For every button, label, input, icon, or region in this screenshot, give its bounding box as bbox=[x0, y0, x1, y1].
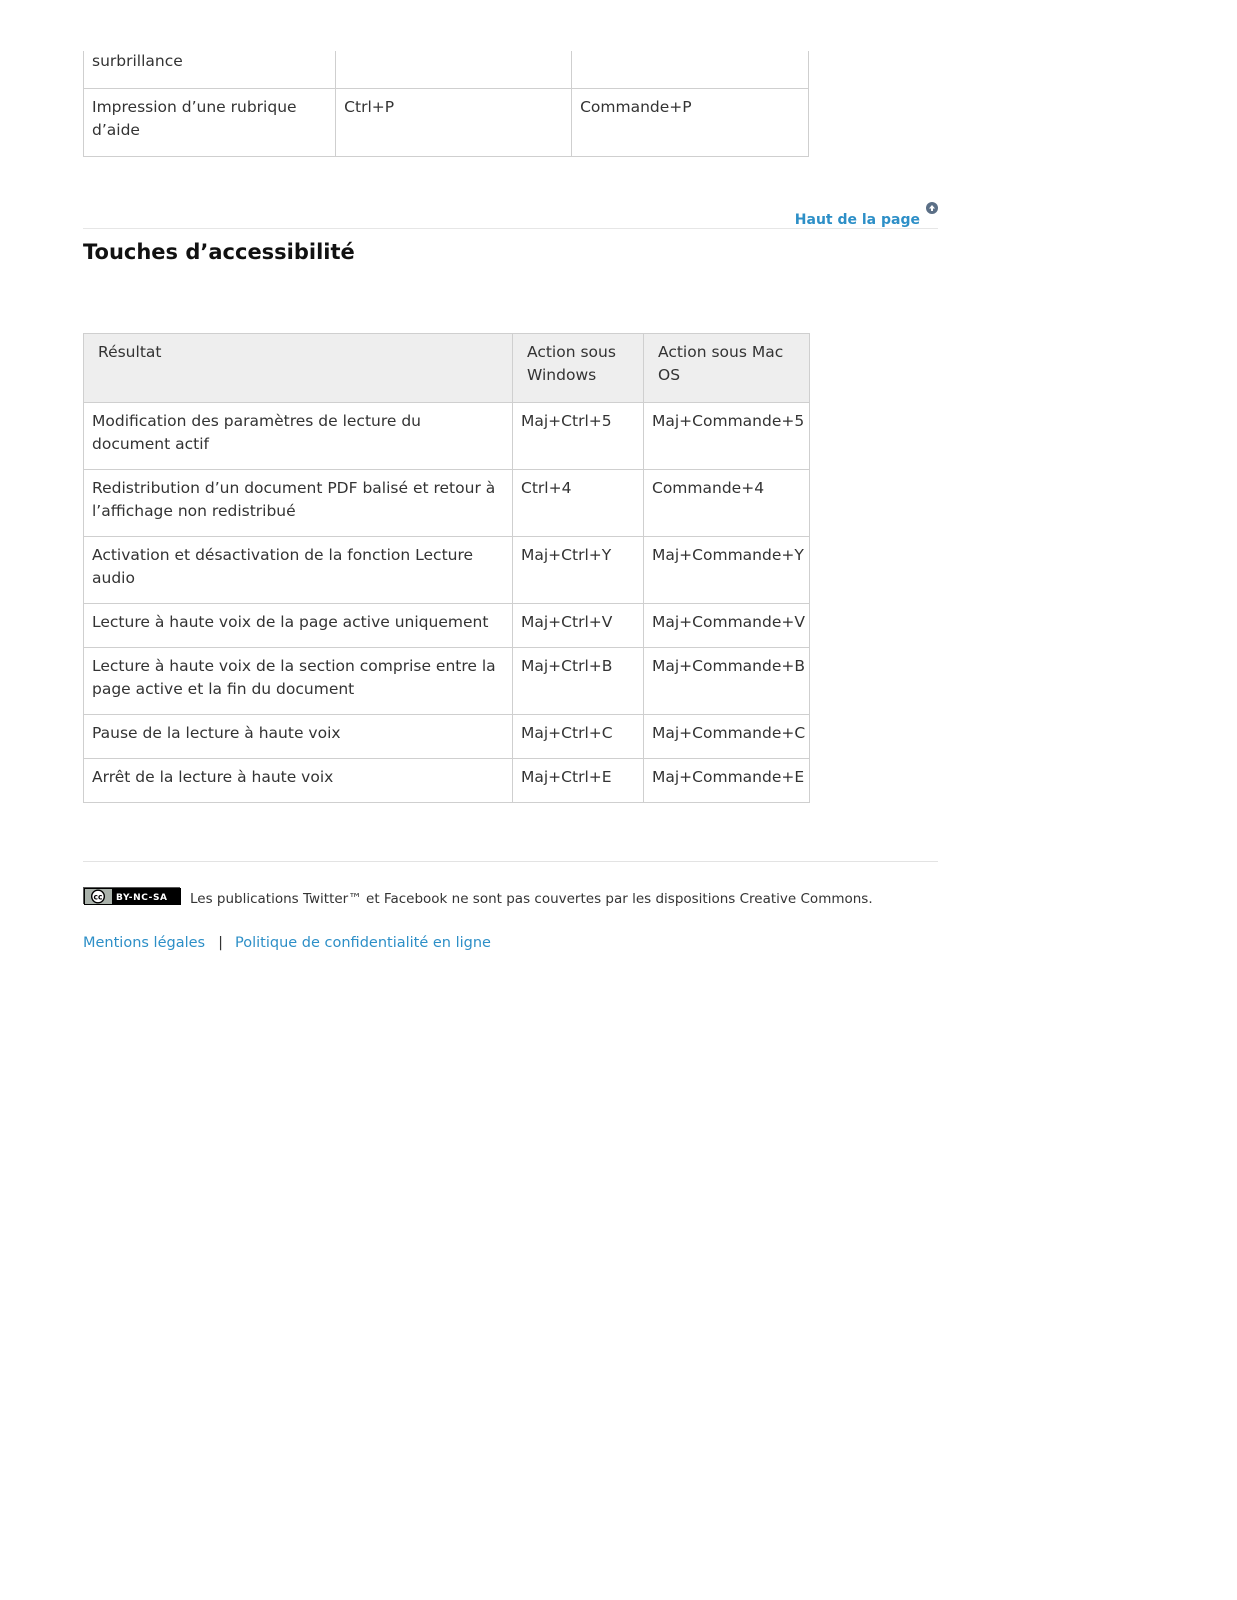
table-cell-mac: Maj+Commande+E bbox=[644, 759, 810, 803]
table-cell-result: Modification des paramètres de lecture du document actif bbox=[84, 403, 513, 470]
footer-divider bbox=[83, 861, 938, 862]
table-cell-mac bbox=[572, 51, 809, 89]
table-cell-windows: Maj+Ctrl+5 bbox=[513, 403, 644, 470]
legal-notice-link[interactable]: Mentions légales bbox=[83, 935, 206, 951]
table-cell-windows: Maj+Ctrl+V bbox=[513, 604, 644, 648]
table-row bbox=[84, 470, 810, 537]
table-row bbox=[84, 715, 810, 759]
table-cell-mac: Maj+Commande+C bbox=[644, 715, 810, 759]
shortcuts-table-continued bbox=[83, 51, 809, 157]
table-row bbox=[84, 759, 810, 803]
table-cell-result: Activation et désactivation de la fonction Lecture audio bbox=[84, 537, 513, 604]
table-cell-windows: Maj+Ctrl+E bbox=[513, 759, 644, 803]
column-header-result: Résultat bbox=[84, 334, 513, 403]
table-cell-windows: Ctrl+4 bbox=[513, 470, 644, 537]
column-header-mac: Action sous Mac OS bbox=[644, 334, 810, 403]
column-header-windows: Action sous Windows bbox=[513, 334, 644, 403]
creative-commons-notice bbox=[83, 887, 983, 909]
table-cell-windows: Maj+Ctrl+Y bbox=[513, 537, 644, 604]
table-cell-windows: Maj+Ctrl+B bbox=[513, 648, 644, 715]
table-cell-mac: Commande+P bbox=[572, 89, 809, 157]
table-row bbox=[84, 403, 810, 470]
table-cell-result: Pause de la lecture à haute voix bbox=[84, 715, 513, 759]
table-cell-mac: Maj+Commande+V bbox=[644, 604, 810, 648]
accessibility-shortcuts-table bbox=[83, 333, 810, 803]
table-cell-result: surbrillance bbox=[84, 51, 336, 89]
table-cell-windows bbox=[336, 51, 572, 89]
table-cell-result: Impression d’une rubrique d’aide bbox=[84, 89, 336, 157]
table-cell-result: Arrêt de la lecture à haute voix bbox=[84, 759, 513, 803]
table-cell-windows: Maj+Ctrl+C bbox=[513, 715, 644, 759]
table-cell-windows: Ctrl+P bbox=[336, 89, 572, 157]
arrow-up-circle-icon[interactable] bbox=[926, 202, 938, 214]
creative-commons-text: Les publications Twitter™ et Facebook ne sont pas couvertes par les dispositions Creative Commons. bbox=[190, 891, 873, 907]
table-cell-result: Lecture à haute voix de la section comprise entre la page active et la fin du document bbox=[84, 648, 513, 715]
table-row bbox=[84, 648, 810, 715]
back-to-top-bar bbox=[83, 202, 938, 229]
privacy-policy-link[interactable]: Politique de confidentialité en ligne bbox=[235, 935, 491, 951]
table-row bbox=[84, 89, 809, 157]
back-to-top-link[interactable]: Haut de la page bbox=[794, 212, 920, 228]
link-separator: | bbox=[218, 935, 223, 951]
section-title: Touches d’accessibilité bbox=[83, 240, 355, 264]
table-cell-result: Lecture à haute voix de la page active uniquement bbox=[84, 604, 513, 648]
table-cell-mac: Maj+Commande+5 bbox=[644, 403, 810, 470]
svg-text:BY-NC-SA: BY-NC-SA bbox=[116, 893, 168, 904]
table-header-row bbox=[84, 334, 810, 403]
table-cell-mac: Maj+Commande+Y bbox=[644, 537, 810, 604]
creative-commons-badge-icon[interactable] bbox=[83, 887, 180, 904]
table-cell-mac: Maj+Commande+B bbox=[644, 648, 810, 715]
table-row bbox=[84, 51, 809, 89]
footer-links bbox=[83, 935, 491, 951]
svg-text:cc: cc bbox=[93, 892, 103, 902]
table-row bbox=[84, 537, 810, 604]
table-row bbox=[84, 604, 810, 648]
table-cell-mac: Commande+4 bbox=[644, 470, 810, 537]
table-cell-result: Redistribution d’un document PDF balisé et retour à l’affichage non redistribué bbox=[84, 470, 513, 537]
